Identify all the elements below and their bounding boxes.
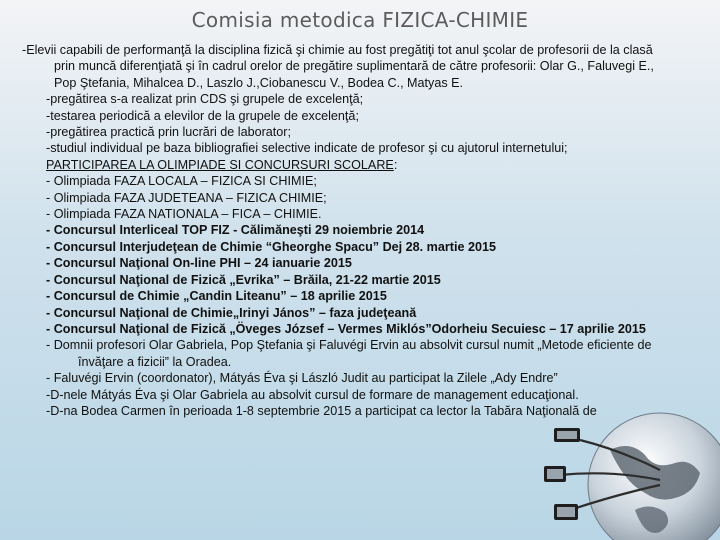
contest-item: - Concursul Interjudeţean de Chimie “Gheorghe Spacu” Dej 28. martie 2015: [46, 239, 496, 254]
participation-heading-line: [46, 157, 672, 173]
contest-item: - Concursul Naţional de Fizică „Öveges József – Vermes Miklós”Odorheiu Secuiesc – 17 aprilie 2015: [46, 321, 646, 336]
paragraph-line: -pregătirea s-a realizat prin CDS şi grupele de excelenţă;: [46, 92, 364, 107]
page-title: Comisia metodica FIZICA-CHIMIE: [191, 8, 529, 32]
participation-heading-suffix: :: [393, 157, 398, 172]
contest-item: - Concursul de Chimie „Candin Liteanu” – 18 aprilie 2015: [46, 289, 387, 304]
olympiad-item: - Olimpiada FAZA LOCALA – FIZICA SI CHIMIE;: [46, 174, 317, 189]
note-item: - Faluvégi Ervin (coordonator), Mátyás Éva şi László Judit au participat la Zilele „Ady Endre”: [46, 371, 558, 386]
paragraph-intro: -Elevii capabili de performanţă la disciplina fizică şi chimie au fost pregătiţi tot anul şcolar de profesorii de la clasă prin muncă diferenţiată şi în cadrul orelor de pregătire suplimentară de către profesorii: Olar G., Faluvegi E., Pop Ştefania, Mihalcea D., Laszlo J.,Ciobanescu V., Bodea C., Matyas E.: [22, 43, 654, 90]
contest-item: - Concursul Naţional de Fizică „Evrika” – Brăila, 21-22 martie 2015: [46, 272, 441, 287]
document-body: [22, 42, 672, 419]
note-item: -D-nele Mátyás Éva şi Olar Gabriela au absolvit cursul de formare de management educaţional.: [46, 387, 579, 402]
note-item: - Domnii profesori Olar Gabriela, Pop Ştefania şi Faluvégi Ervin au absolvit cursul numit „Metode eficiente de învăţare a fizicii” la Oradea.: [46, 338, 652, 369]
network-globe-image: [540, 380, 720, 540]
olympiad-item: - Olimpiada FAZA JUDETEANA – FIZICA CHIMIE;: [46, 190, 327, 205]
note-item: -D-na Bodea Carmen în perioada 1-8 septembrie 2015 a participat ca lector la Tabăra Naţională de: [46, 403, 597, 418]
olympiad-item: - Olimpiada FAZA NATIONALA – FICA – CHIMIE.: [46, 207, 322, 222]
contest-item: - Concursul Naţional On-line PHI – 24 ianuarie 2015: [46, 256, 352, 271]
participation-heading: PARTICIPAREA LA OLIMPIADE SI CONCURSURI SCOLARE: [46, 157, 394, 172]
paragraph-line: -pregătirea practică prin lucrări de laborator;: [46, 125, 291, 140]
paragraph-line: -studiul individual pe baza bibliografiei selective indicate de profesor şi cu ajutorul internetului;: [46, 141, 568, 156]
contest-item: - Concursul Interliceal TOP FIZ - Călimăneşti 29 noiembrie 2014: [46, 223, 425, 238]
paragraph-line: -testarea periodică a elevilor de la grupele de excelenţă;: [46, 108, 359, 123]
contest-item: - Concursul Naţional de Chimie„Irinyi János” – faza judeţeană: [46, 305, 417, 320]
